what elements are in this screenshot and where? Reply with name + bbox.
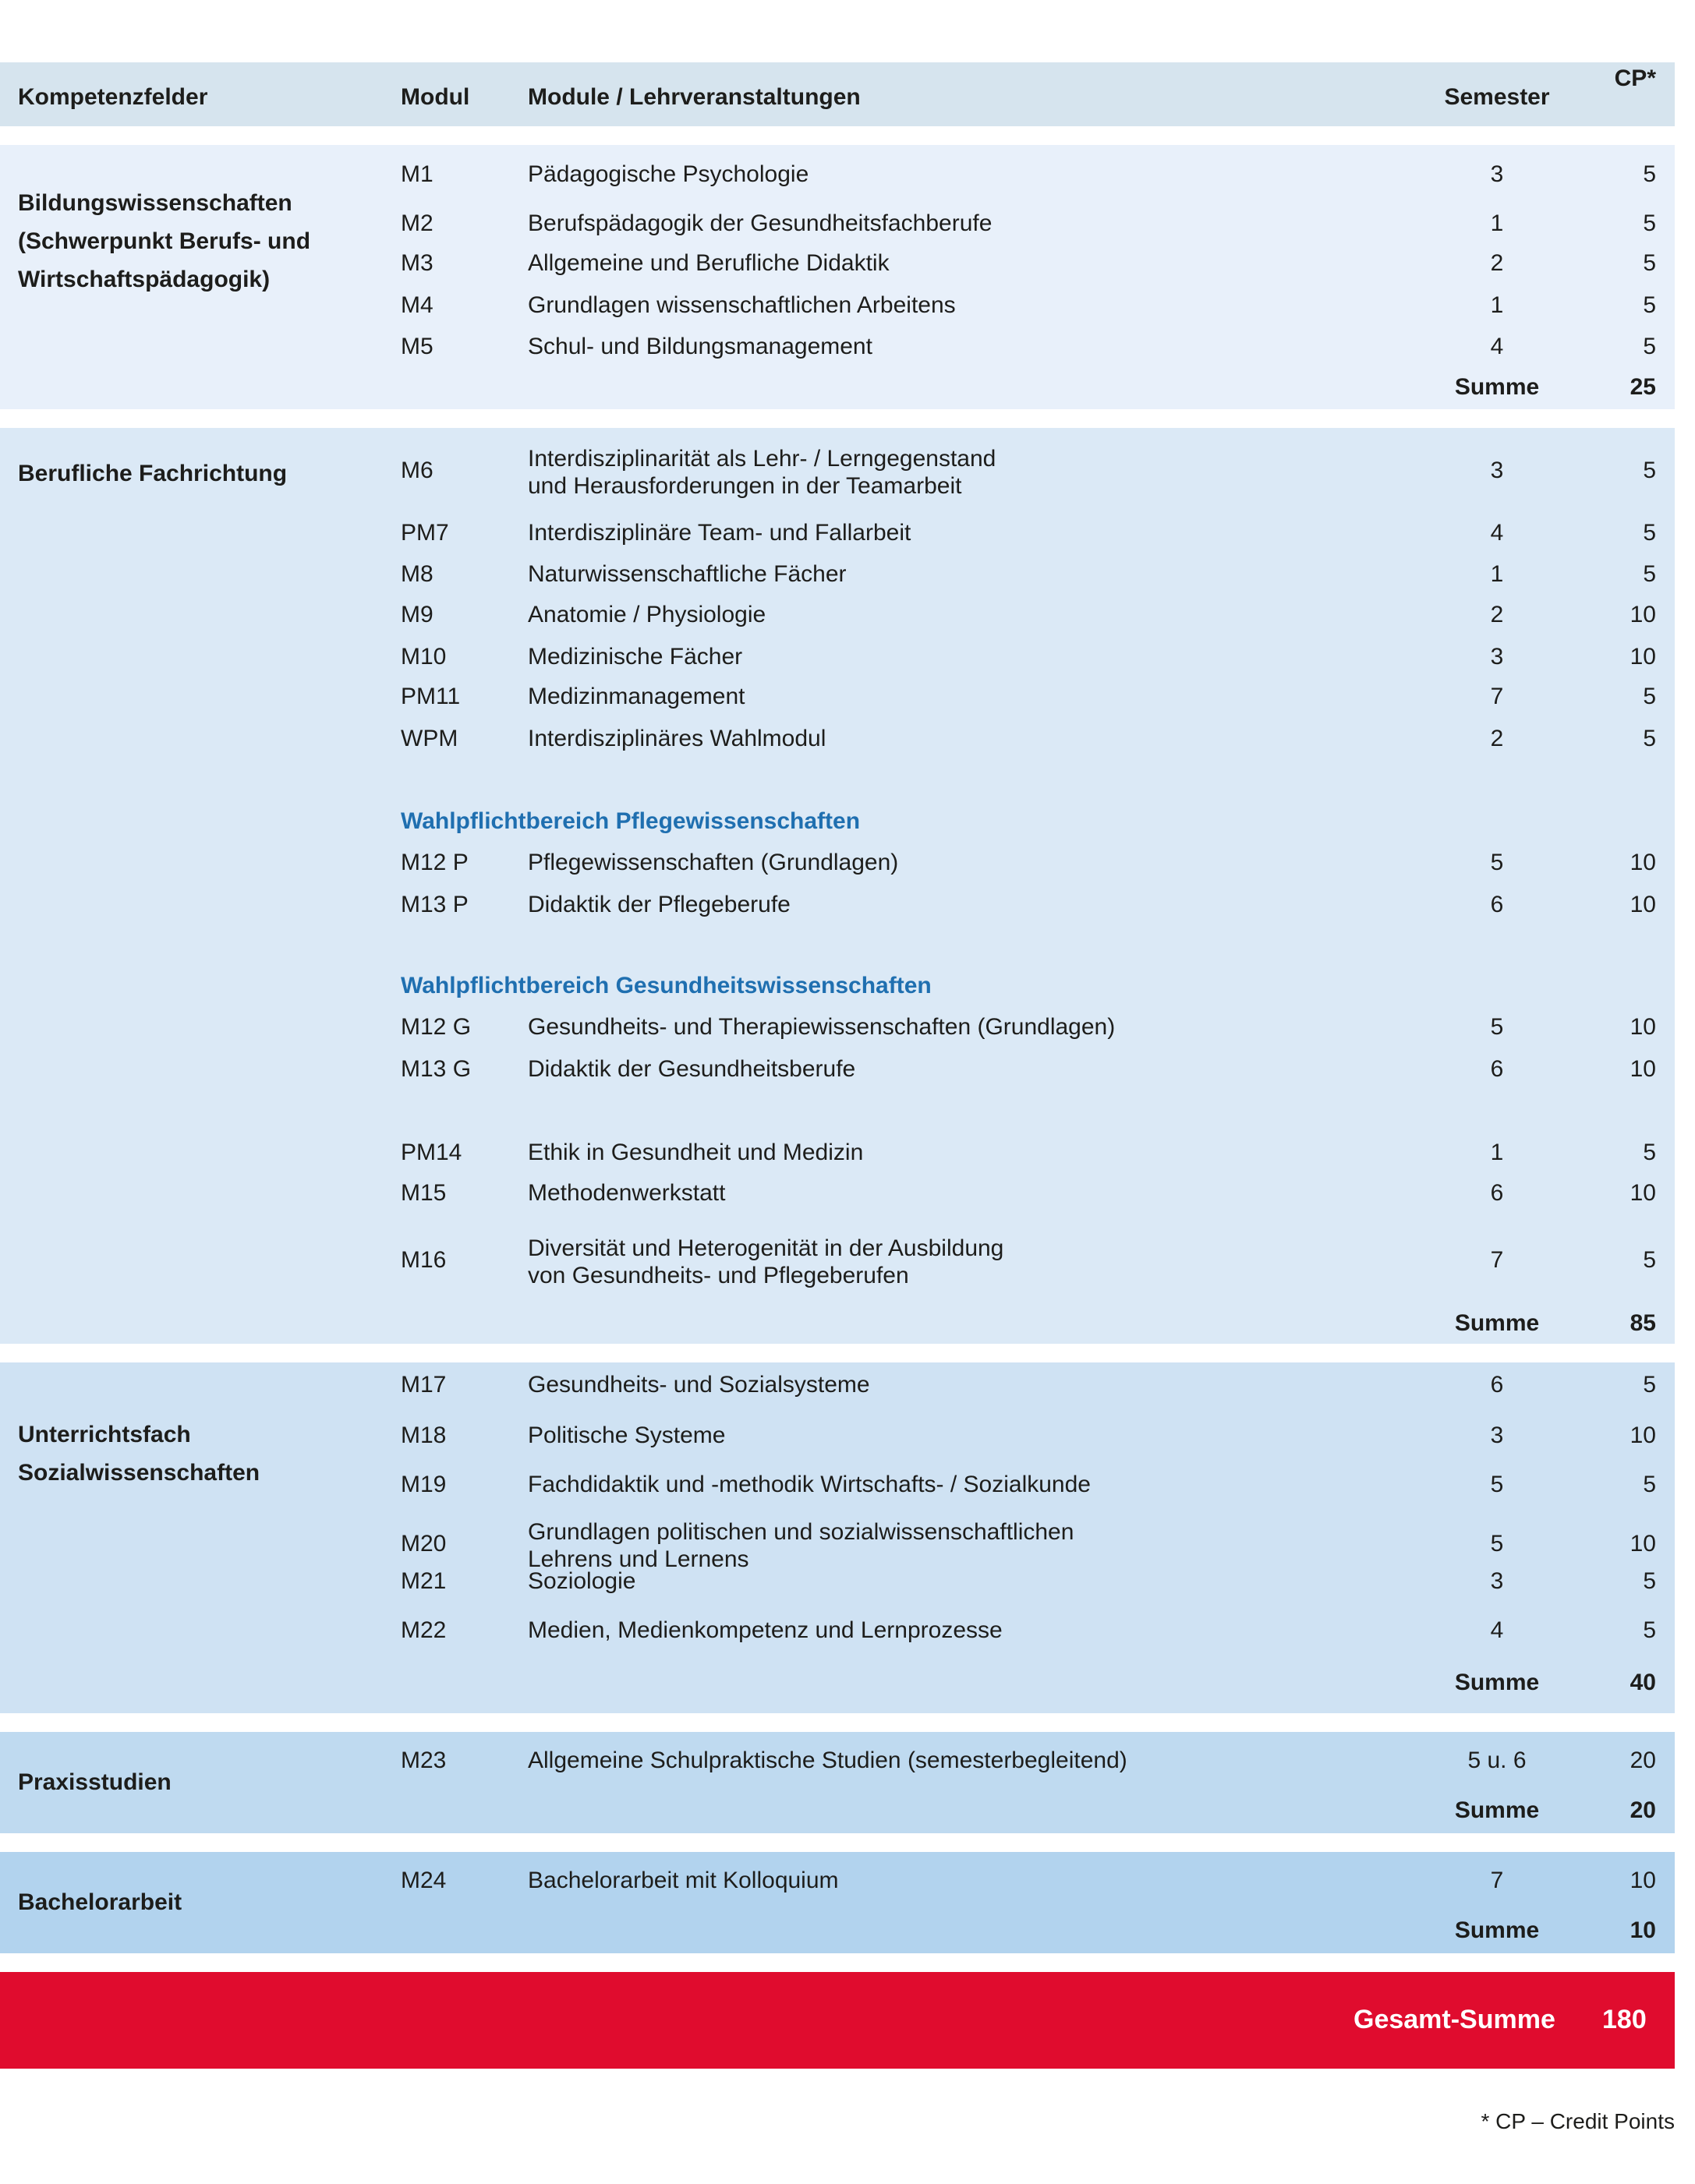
- module-semester: 4: [1490, 1617, 1504, 1643]
- header-module: Module / Lehrveranstaltungen: [528, 84, 861, 110]
- module-cp: 5: [1643, 520, 1656, 546]
- module-name: Pflegewissenschaften (Grundlagen): [528, 850, 899, 875]
- module-name: Medizinmanagement: [528, 684, 745, 709]
- header-modul: Modul: [401, 84, 470, 110]
- module-cp: 5: [1643, 1247, 1656, 1273]
- module-code: M20: [401, 1531, 447, 1557]
- sum-value: 10: [1630, 1917, 1656, 1943]
- total-bar: [0, 1972, 1675, 2069]
- module-name: Gesundheits- und Therapiewissenschaften (Grundlagen): [528, 1014, 1116, 1040]
- module-semester: 5: [1490, 1014, 1504, 1040]
- section-5: [0, 1852, 1675, 1953]
- module-semester: 2: [1490, 250, 1504, 276]
- header-semester: Semester: [1444, 84, 1550, 110]
- module-cp: 5: [1643, 292, 1656, 318]
- sum-value: 40: [1630, 1670, 1656, 1695]
- module-code: M19: [401, 1472, 447, 1497]
- section-1: [0, 145, 1675, 409]
- module-name: Allgemeine Schulpraktische Studien (semesterbegleitend): [528, 1748, 1127, 1773]
- module-semester: 7: [1490, 1247, 1504, 1273]
- module-code: M23: [401, 1748, 447, 1773]
- module-semester: 3: [1490, 458, 1504, 483]
- module-code: M16: [401, 1247, 447, 1273]
- module-code: M12 P: [401, 850, 469, 875]
- module-code: M13 P: [401, 892, 469, 917]
- module-semester: 1: [1490, 292, 1504, 318]
- module-cp: 10: [1630, 1056, 1656, 1082]
- module-name: Soziologie: [528, 1568, 636, 1594]
- module-name: Medizinische Fächer: [528, 644, 743, 670]
- module-name: Diversität und Heterogenität in der Ausbildung von Gesundheits- und Pflegeberufen: [528, 1235, 1004, 1288]
- module-name: Pädagogische Psychologie: [528, 161, 809, 187]
- module-name: Schul- und Bildungsmanagement: [528, 334, 872, 359]
- module-code: PM11: [401, 684, 461, 709]
- module-semester: 1: [1490, 1140, 1504, 1165]
- module-semester: 6: [1490, 1372, 1504, 1398]
- module-code: M9: [401, 602, 433, 627]
- module-cp: 5: [1643, 250, 1656, 276]
- module-semester: 2: [1490, 602, 1504, 627]
- module-code: M3: [401, 250, 433, 276]
- module-semester: 7: [1490, 1868, 1504, 1893]
- module-code: M15: [401, 1180, 447, 1206]
- module-name: Interdisziplinäre Team- und Fallarbeit: [528, 520, 911, 546]
- module-name: Bachelorarbeit mit Kolloquium: [528, 1868, 839, 1893]
- module-cp: 10: [1630, 1868, 1656, 1893]
- total-label: Gesamt-Summe: [1354, 2005, 1555, 2034]
- module-cp: 5: [1643, 684, 1656, 709]
- section-title: Berufliche Fachrichtung: [18, 461, 288, 486]
- sum-label: Summe: [1454, 1797, 1540, 1823]
- module-name: Grundlagen politischen und sozialwissenschaftlichen Lehrens und Lernens: [528, 1519, 1074, 1572]
- module-code: M18: [401, 1422, 447, 1448]
- module-semester: 3: [1490, 161, 1504, 187]
- module-semester: 6: [1490, 1056, 1504, 1082]
- module-semester: 4: [1490, 520, 1504, 546]
- total-value: 180: [1602, 2005, 1647, 2034]
- module-semester: 1: [1490, 561, 1504, 587]
- module-code: M8: [401, 561, 433, 587]
- module-cp: 5: [1643, 334, 1656, 359]
- module-cp: 20: [1630, 1748, 1656, 1773]
- section-title: Praxisstudien: [18, 1769, 172, 1795]
- module-cp: 5: [1643, 1617, 1656, 1643]
- sum-label: Summe: [1454, 1670, 1540, 1695]
- module-code: M24: [401, 1868, 447, 1893]
- header-cp: CP*: [1614, 65, 1656, 91]
- module-name: Interdisziplinäres Wahlmodul: [528, 726, 826, 751]
- module-code: M5: [401, 334, 433, 359]
- module-cp: 5: [1643, 210, 1656, 236]
- module-semester: 5: [1490, 850, 1504, 875]
- module-name: Gesundheits- und Sozialsysteme: [528, 1372, 870, 1398]
- module-cp: 5: [1643, 1372, 1656, 1398]
- module-code: M2: [401, 210, 433, 236]
- module-semester: 4: [1490, 334, 1504, 359]
- module-name: Berufspädagogik der Gesundheitsfachberufe: [528, 210, 993, 236]
- module-code: M10: [401, 644, 447, 670]
- section-4: [0, 1732, 1675, 1833]
- subsection-title: Wahlpflichtbereich Pflegewissenschaften: [401, 808, 861, 834]
- module-name: Interdisziplinarität als Lehr- / Lerngegenstand und Herausforderungen in der Teamarbeit: [528, 446, 996, 499]
- sum-value: 20: [1630, 1797, 1656, 1823]
- section-title: Bildungswissenschaften (Schwerpunkt Berufs- und Wirtschaftspädagogik): [18, 190, 311, 292]
- module-name: Politische Systeme: [528, 1422, 726, 1448]
- module-name: Allgemeine und Berufliche Didaktik: [528, 250, 890, 276]
- module-code: PM7: [401, 520, 449, 546]
- module-cp: 5: [1643, 161, 1656, 187]
- module-semester: 3: [1490, 1422, 1504, 1448]
- module-semester: 5 u. 6: [1467, 1748, 1527, 1773]
- module-code: M12 G: [401, 1014, 472, 1040]
- module-cp: 10: [1630, 1180, 1656, 1206]
- module-name: Methodenwerkstatt: [528, 1180, 726, 1206]
- section-2: [0, 428, 1675, 1344]
- module-semester: 5: [1490, 1531, 1504, 1557]
- module-code: M21: [401, 1568, 447, 1594]
- module-code: M22: [401, 1617, 447, 1643]
- module-semester: 6: [1490, 892, 1504, 917]
- module-name: Fachdidaktik und -methodik Wirtschafts- / Sozialkunde: [528, 1472, 1091, 1497]
- module-code: M17: [401, 1372, 447, 1398]
- module-cp: 5: [1643, 1568, 1656, 1594]
- sum-value: 85: [1630, 1310, 1656, 1336]
- module-cp: 10: [1630, 1531, 1656, 1557]
- module-code: M1: [401, 161, 433, 187]
- module-semester: 6: [1490, 1180, 1504, 1206]
- module-name: Anatomie / Physiologie: [528, 602, 766, 627]
- module-code: WPM: [401, 726, 458, 751]
- module-cp: 10: [1630, 602, 1656, 627]
- section-3: [0, 1362, 1675, 1713]
- module-semester: 1: [1490, 210, 1504, 236]
- module-cp: 5: [1643, 561, 1656, 587]
- section-title: Unterrichtsfach Sozialwissenschaften: [18, 1422, 260, 1486]
- module-cp: 10: [1630, 1422, 1656, 1448]
- module-cp: 5: [1643, 458, 1656, 483]
- section-title: Bachelorarbeit: [18, 1889, 182, 1915]
- module-cp: 5: [1643, 1472, 1656, 1497]
- module-semester: 3: [1490, 644, 1504, 670]
- module-semester: 2: [1490, 726, 1504, 751]
- module-semester: 3: [1490, 1568, 1504, 1594]
- module-name: Naturwissenschaftliche Fächer: [528, 561, 847, 587]
- module-semester: 7: [1490, 684, 1504, 709]
- sum-label: Summe: [1454, 1310, 1540, 1336]
- subsection-title: Wahlpflichtbereich Gesundheitswissenschaften: [401, 973, 932, 998]
- sum-label: Summe: [1454, 374, 1540, 400]
- module-code: M4: [401, 292, 433, 318]
- module-code: M6: [401, 458, 433, 483]
- module-code: M13 G: [401, 1056, 472, 1082]
- module-cp: 10: [1630, 644, 1656, 670]
- module-name: Medien, Medienkompetenz und Lernprozesse: [528, 1617, 1003, 1643]
- module-semester: 5: [1490, 1472, 1504, 1497]
- module-cp: 10: [1630, 892, 1656, 917]
- module-name: Didaktik der Gesundheitsberufe: [528, 1056, 856, 1082]
- module-name: Grundlagen wissenschaftlichen Arbeitens: [528, 292, 956, 318]
- module-cp: 5: [1643, 726, 1656, 751]
- module-name: Ethik in Gesundheit und Medizin: [528, 1140, 864, 1165]
- module-name: Didaktik der Pflegeberufe: [528, 892, 791, 917]
- module-cp: 10: [1630, 850, 1656, 875]
- module-cp: 10: [1630, 1014, 1656, 1040]
- footnote: * CP – Credit Points: [1481, 2109, 1675, 2133]
- header-kompetenzfelder: Kompetenzfelder: [18, 84, 208, 110]
- sum-label: Summe: [1454, 1917, 1540, 1943]
- module-cp: 5: [1643, 1140, 1656, 1165]
- sum-value: 25: [1630, 374, 1656, 400]
- table-header: [0, 62, 1675, 126]
- module-code: PM14: [401, 1140, 462, 1165]
